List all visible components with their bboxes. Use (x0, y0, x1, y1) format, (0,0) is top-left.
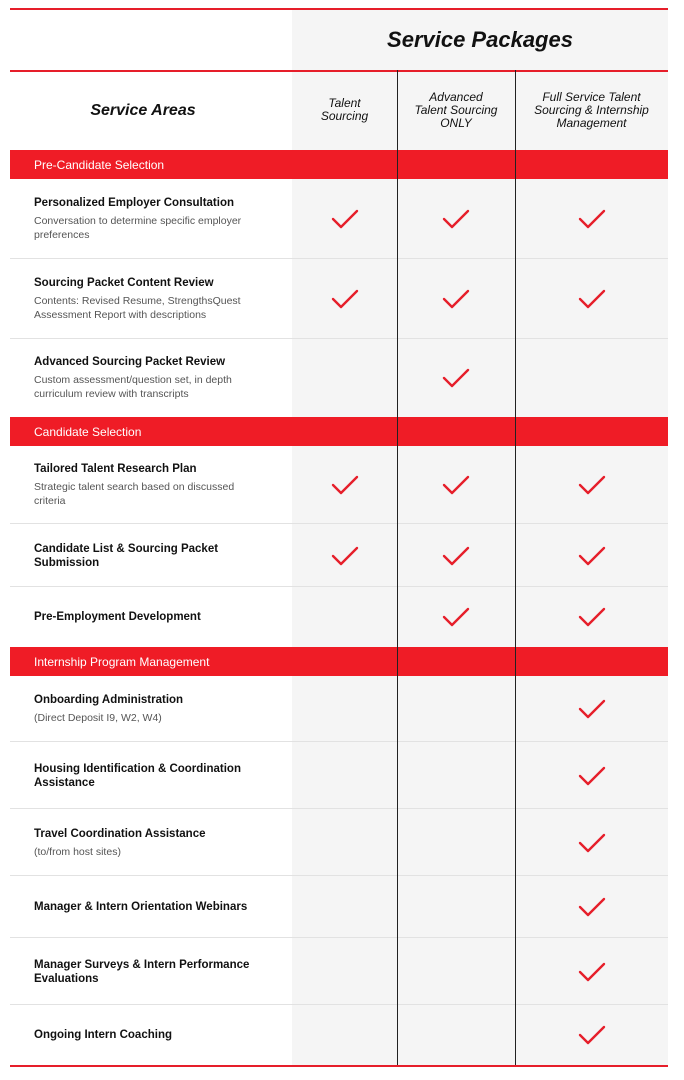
checkmark-icon (578, 961, 606, 983)
service-packages-table (10, 8, 668, 1066)
package-cell (397, 809, 515, 876)
package-cell (292, 876, 397, 938)
package-cell (397, 587, 515, 647)
checkmark-icon (442, 367, 470, 389)
checkmark-icon (578, 606, 606, 628)
checkmark-icon (331, 474, 359, 496)
package-cell (292, 524, 397, 587)
row-label (10, 524, 292, 587)
service-title: Pre-Employment Development (34, 611, 201, 623)
checkmark-icon (442, 288, 470, 310)
package-cell (397, 524, 515, 587)
row-label (10, 259, 292, 339)
checkmark-icon (578, 832, 606, 854)
service-title: Advanced Sourcing Packet Review (34, 356, 226, 368)
package-cell (292, 742, 397, 809)
service-description: (to/from host sites) (34, 845, 121, 858)
package-cell (515, 524, 668, 587)
checkmark-icon (578, 474, 606, 496)
package-cell (292, 587, 397, 647)
package-cell (292, 938, 397, 1005)
row-label (10, 446, 292, 524)
service-description: Conversation to determine specific employer preferences (34, 215, 242, 241)
checkmark-icon (578, 698, 606, 720)
package-cell (515, 587, 668, 647)
checkmark-icon (331, 545, 359, 567)
checkmark-icon (331, 288, 359, 310)
package-cell (292, 809, 397, 876)
package-cell (397, 876, 515, 938)
package-cell (515, 676, 668, 742)
package-cell (515, 259, 668, 339)
package-header-1: Talent Sourcing (320, 96, 369, 123)
package-cell (292, 446, 397, 524)
service-title: Ongoing Intern Coaching (34, 1029, 172, 1041)
row-label (10, 938, 292, 1005)
section-header: Pre-Candidate Selection (10, 150, 668, 179)
package-cell (515, 938, 668, 1005)
column-divider (397, 70, 398, 1065)
bottom-rule (10, 1065, 668, 1067)
checkmark-icon (442, 208, 470, 230)
package-cell (292, 676, 397, 742)
checkmark-icon (578, 1024, 606, 1046)
row-label (10, 1005, 292, 1065)
row-label (10, 742, 292, 809)
checkmark-icon (578, 896, 606, 918)
package-cell (292, 259, 397, 339)
service-title: Candidate List & Sourcing Packet Submission (34, 542, 219, 569)
service-title: Tailored Talent Research Plan (34, 463, 197, 475)
service-title: Manager & Intern Orientation Webinars (34, 901, 248, 913)
package-cell (397, 742, 515, 809)
checkmark-icon (578, 765, 606, 787)
checkmark-icon (331, 208, 359, 230)
row-label (10, 809, 292, 876)
package-header-3: Full Service Talent Sourcing & Internship Management (534, 89, 649, 130)
service-description: Contents: Revised Resume, StrengthsQuest Assessment Report with descriptions (34, 295, 241, 321)
package-cell (292, 339, 397, 417)
service-description: Strategic talent search based on discussed criteria (34, 481, 235, 507)
checkmark-icon (578, 208, 606, 230)
package-cell (397, 1005, 515, 1065)
package-cell (397, 339, 515, 417)
row-label (10, 876, 292, 938)
package-cell (515, 1005, 668, 1065)
package-cell (397, 676, 515, 742)
row-label (10, 676, 292, 742)
row-label (10, 339, 292, 417)
package-cell (515, 809, 668, 876)
package-cell (397, 446, 515, 524)
service-title: Personalized Employer Consultation (34, 197, 235, 209)
package-cell (515, 179, 668, 259)
row-label (10, 179, 292, 259)
column-divider (515, 70, 516, 1065)
checkmark-icon (578, 288, 606, 310)
package-cell (292, 179, 397, 259)
section-header: Internship Program Management (10, 647, 668, 676)
service-title: Housing Identification & Coordination Assistance (34, 762, 241, 789)
service-description: Custom assessment/question set, in depth curriculum review with transcripts (34, 374, 232, 400)
package-cell (397, 259, 515, 339)
package-cell (515, 339, 668, 417)
checkmark-icon (442, 545, 470, 567)
package-cell (397, 179, 515, 259)
package-header-2: Advanced Talent Sourcing ONLY (414, 89, 498, 130)
service-packages-title: Service Packages (387, 27, 573, 52)
service-title: Onboarding Administration (34, 694, 184, 706)
package-cell (397, 938, 515, 1005)
section-header: Candidate Selection (10, 417, 668, 446)
checkmark-icon (442, 474, 470, 496)
package-cell (515, 742, 668, 809)
checkmark-icon (578, 545, 606, 567)
checkmark-icon (442, 606, 470, 628)
row-label (10, 587, 292, 647)
service-areas-title: Service Areas (90, 102, 196, 119)
service-title: Sourcing Packet Content Review (34, 277, 214, 289)
service-title: Travel Coordination Assistance (34, 827, 206, 840)
package-cell (515, 876, 668, 938)
service-description: (Direct Deposit I9, W2, W4) (34, 712, 162, 724)
service-title: Manager Surveys & Intern Performance Evaluations (34, 958, 250, 985)
package-cell (292, 1005, 397, 1065)
package-cell (515, 446, 668, 524)
